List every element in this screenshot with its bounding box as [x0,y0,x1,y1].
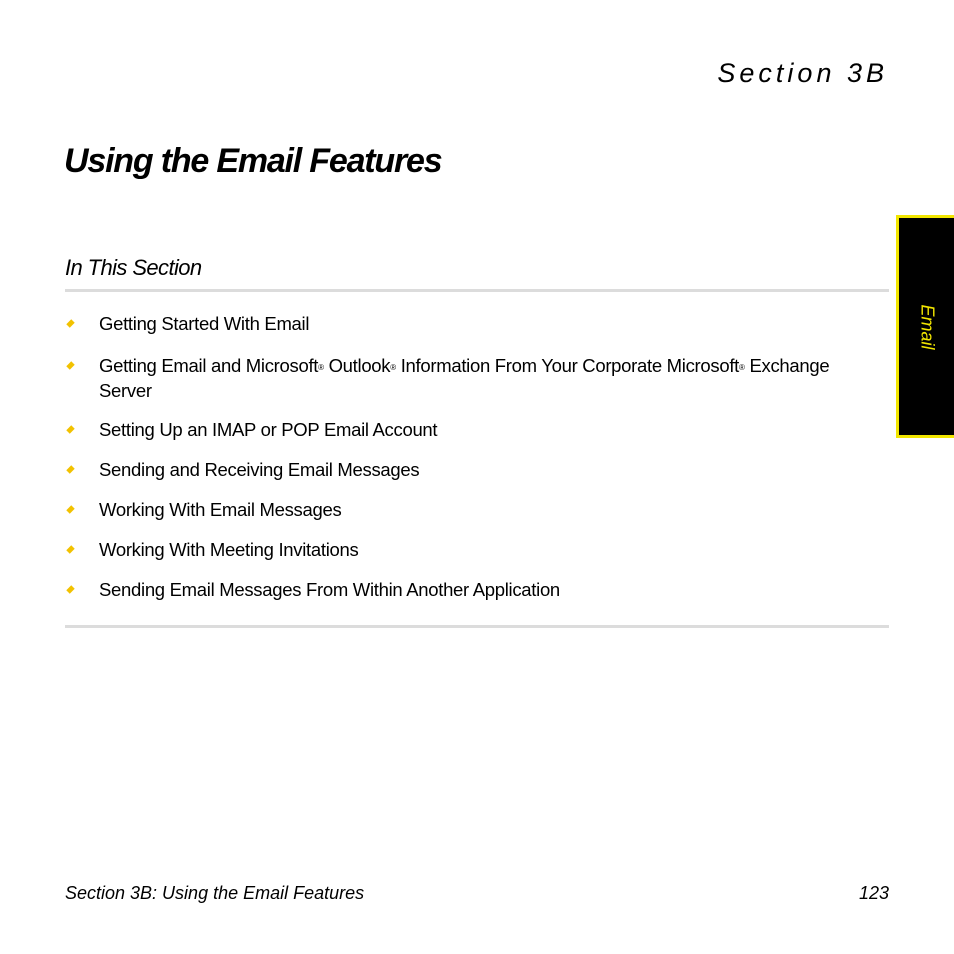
list-item [65,577,885,602]
bottom-divider [65,625,889,628]
chapter-tab-label: Email [917,303,937,350]
list-item-text: Working With Email Messages [99,499,342,520]
registered-mark: ® [318,363,324,372]
list-item-text: Getting Email and Microsoft [99,355,319,376]
list-item [65,417,885,442]
contents-list [65,311,885,617]
list-item [65,497,885,522]
list-item-text: Setting Up an IMAP or POP Email Account [99,419,438,440]
section-label: Section 3B [717,58,888,88]
list-item [65,311,885,336]
list-item-text: Exchange Server [99,355,830,401]
list-item-text: Working With Meeting Invitations [99,539,359,560]
registered-mark: ® [390,363,396,372]
footer-running-title: Section 3B: Using the Email Features [65,883,365,903]
list-item-text: Getting Started With Email [99,313,310,334]
list-item-text: Sending Email Messages From Within Another Application [99,579,560,600]
page-title: Using the Email Features [64,142,442,180]
list-item [65,457,885,482]
list-item [65,353,885,403]
diamond-bullet-icon [66,425,74,433]
page-number: 123 [858,883,889,903]
contents-heading: In This Section [65,255,202,280]
list-item-text: Information From Your Corporate Microsoft [395,355,740,376]
diamond-bullet-icon [66,361,74,369]
list-item-text: Outlook [323,355,391,376]
list-item-text: Sending and Receiving Email Messages [99,459,420,480]
diamond-bullet-icon [66,465,74,473]
top-divider [65,289,889,292]
chapter-tab [896,215,954,438]
diamond-bullet-icon [66,585,74,593]
diamond-bullet-icon [66,319,74,327]
diamond-bullet-icon [66,545,74,553]
list-item [65,537,885,562]
diamond-bullet-icon [66,505,74,513]
registered-mark: ® [739,363,745,372]
